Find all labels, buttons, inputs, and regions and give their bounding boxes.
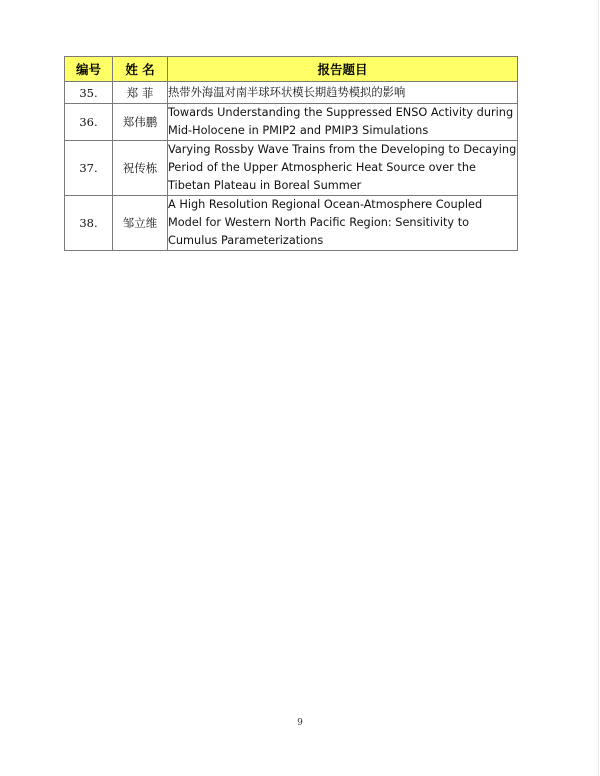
- table-row: [65, 196, 518, 251]
- row-presenter-name: 祝传栋: [113, 141, 168, 196]
- row-presenter-name: 邹立维: [113, 196, 168, 251]
- row-report-title: Varying Rossby Wave Trains from the Developing to Decaying Period of the Upper Atmospheric Heat Source over the Tibetan Plateau in Boreal Summer: [168, 141, 518, 196]
- page-edge-line: [598, 0, 599, 776]
- row-presenter-name: 郑伟鹏: [113, 104, 168, 141]
- row-report-title: A High Resolution Regional Ocean-Atmosphere Coupled Model for Western North Pacific Region: Sensitivity to Cumulus Parameterizations: [168, 196, 518, 251]
- table-row: [65, 104, 518, 141]
- row-number: 35.: [65, 82, 113, 104]
- row-number: 37.: [65, 141, 113, 196]
- row-number: 36.: [65, 104, 113, 141]
- row-report-title: 热带外海温对南半球环状模长期趋势模拟的影响: [168, 82, 518, 104]
- table-row: [65, 82, 518, 104]
- header-title: 报告题目: [168, 57, 518, 82]
- table-row: [65, 141, 518, 196]
- header-name: 姓 名: [113, 57, 168, 82]
- row-report-title: Towards Understanding the Suppressed ENSO Activity during Mid-Holocene in PMIP2 and PMIP3 Simulations: [168, 104, 518, 141]
- report-schedule-table: [64, 56, 518, 251]
- row-number: 38.: [65, 196, 113, 251]
- header-number: 编号: [65, 57, 113, 82]
- page-number: 9: [297, 718, 303, 728]
- table-header-row: [65, 57, 518, 82]
- row-presenter-name: 郑 菲: [113, 82, 168, 104]
